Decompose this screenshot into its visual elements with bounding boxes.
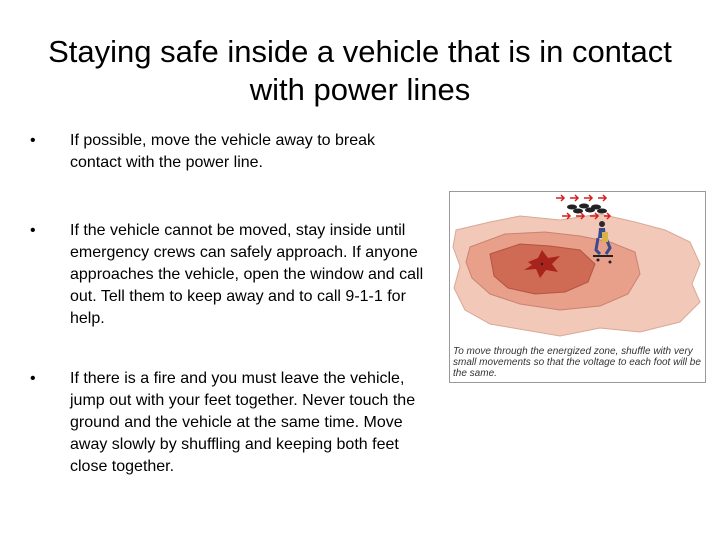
bullet-marker: • [30, 222, 36, 239]
figure-caption: To move through the energized zone, shuffle with very small movements so that the voltage to each foot will be the same. [453, 346, 701, 379]
bullet-marker: • [30, 370, 36, 387]
bullet-text: If possible, move the vehicle away to break contact with the power line. [70, 132, 376, 171]
bullet-text: If there is a fire and you must leave the vehicle, jump out with your feet together. Never touch the ground and the vehicle at the same time. Move away slowly by shuffling and keeping both feet close together. [70, 370, 416, 475]
footprints-icon [567, 204, 607, 214]
arrow-row-top [556, 195, 606, 201]
bullet-text: If the vehicle cannot be moved, stay inside until emergency crews can safely approach. If anyone approaches the vehicle, open the window and call out. Tell them to keep away and to call 9-1-1 for help. [70, 222, 424, 327]
slide-title: Staying safe inside a vehicle that is in contact with power lines [48, 34, 672, 107]
bullet-marker: • [30, 132, 36, 149]
energized-zone-illustration [449, 191, 706, 383]
